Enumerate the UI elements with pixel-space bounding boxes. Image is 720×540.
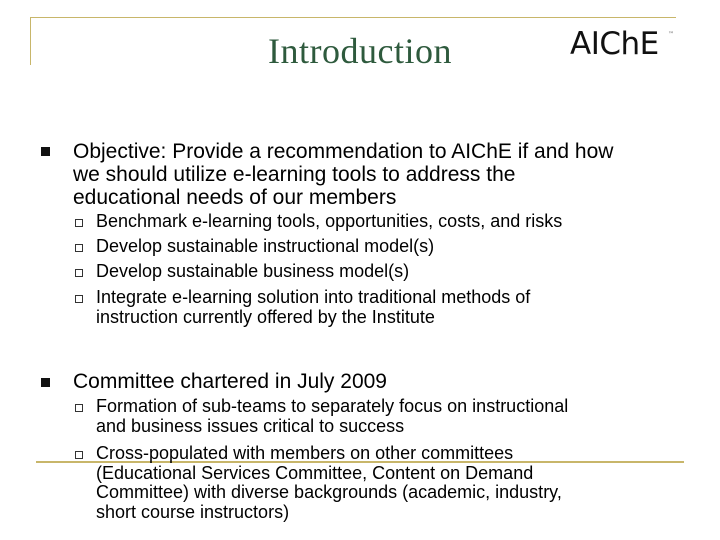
hollow-square-bullet-icon [75,269,83,277]
hollow-square-bullet-icon [75,451,83,459]
text-line: Cross-populated with members on other committees [96,443,514,463]
text-line: we should utilize e-learning tools to address the [73,163,516,186]
text-line: instruction currently offered by the Institute [96,306,435,327]
logo-trademark-mark: ™ [668,31,674,38]
objective-subitem-3 [96,262,409,282]
hollow-square-bullet-icon [75,219,83,227]
hollow-square-bullet-icon [75,404,83,412]
committee-subitem-2 [96,444,562,522]
objective-paragraph [73,140,613,209]
hollow-square-bullet-icon [75,244,83,252]
objective-subitem-2 [96,237,434,257]
aiche-logo: AIChE [570,26,659,62]
square-bullet-icon [41,147,50,156]
square-bullet-icon [41,378,50,387]
text-line: Benchmark e-learning tools, opportunities, costs, and risks [96,211,563,231]
committee-subitem-1 [96,397,568,436]
text-line: and business issues critical to success [96,415,405,436]
text-line: Objective: Provide a recommendation to AIChE if and how [73,140,614,163]
text-line: Develop sustainable business model(s) [96,261,410,281]
objective-subitem-1 [96,212,562,232]
hollow-square-bullet-icon [75,295,83,303]
text-line: Integrate e-learning solution into traditional methods of [96,287,531,307]
slide-frame-top-rule [30,17,676,18]
objective-subitem-4 [96,288,530,327]
text-line: short course instructors) [96,501,290,522]
text-line: Committee) with diverse backgrounds (academic, industry, [96,482,562,502]
text-line: Committee chartered in July 2009 [73,370,387,393]
text-line: Formation of sub-teams to separately focus on instructional [96,396,569,416]
slide-title: Introduction [268,31,452,71]
text-line: (Educational Services Committee, Content on Demand [96,462,534,483]
text-line: Develop sustainable instructional model(s) [96,236,435,256]
committee-paragraph [73,370,387,393]
text-line: educational needs of our members [73,186,397,209]
